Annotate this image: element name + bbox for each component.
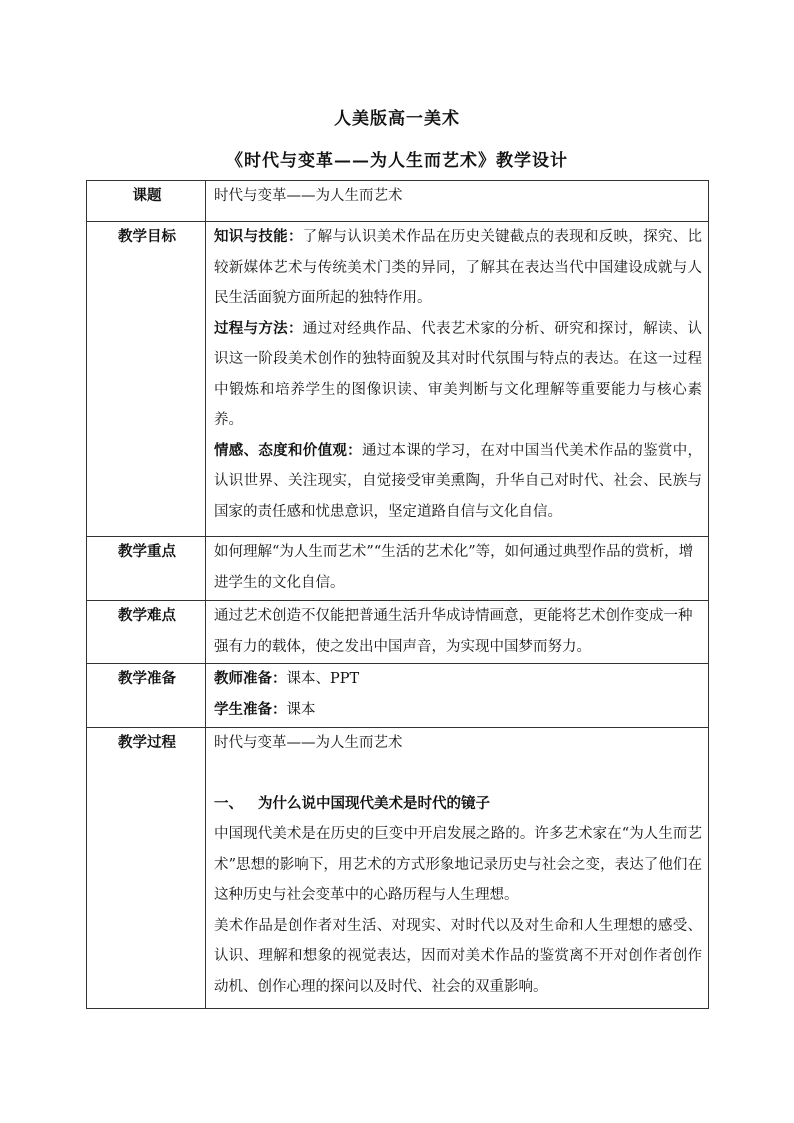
emotion-goal: [214, 436, 702, 528]
goals-label: 教学目标: [87, 222, 206, 537]
knowledge-goal: [214, 222, 702, 314]
table-row-goals: [87, 222, 709, 537]
process-topic: 时代与变革——为人生而艺术: [214, 735, 403, 751]
emotion-goal-text: 通过本课的学习，在对中国当代美术作品的鉴赏中，认识世界、关注现实，自觉接受审美熏陶，升华自己对时代、社会、民族与国家的责任感和忧患意识，坚定道路自信与文化自信。: [214, 442, 702, 520]
table-row-key-points: [87, 537, 709, 601]
process-paragraph-2: 美术作品是创作者对生活、对现实、对时代以及对生命和人生理想的感受、认识、理解和想象的视觉表达，因而对美术作品的鉴赏离不开对创作者创作动机、创作心理的探问以及时代、社会的双重影响。: [214, 917, 702, 995]
topic-value: 时代与变革——为人生而艺术: [206, 181, 709, 222]
process-paragraph-1: 中国现代美术是在历史的巨变中开启发展之路的。许多艺术家在“为人生而艺术”思想的影响下，用艺术的方式形象地记录历史与社会之变，表达了他们在这种历史与社会变革中的心路历程与人生理想。: [214, 826, 702, 903]
preparation-content: [206, 664, 709, 728]
knowledge-goal-text: 了解与认识美术作品在历史关键截点的表现和反映，探究、比较新媒体艺术与传统美术门类的异同，了解其在表达当代中国建设成就与人民生活面貌方面所起的独特作用。: [214, 229, 702, 306]
process-goal-text: 通过对经典作品、代表艺术家的分析、研究和探讨，解读、认识这一阶段美术创作的独特面貌及其对时代氛围与特点的表达。在这一过程中锻炼和培养学生的图像识读、审美判断与文化理解等重要能力与核心素养。: [214, 320, 702, 428]
process-goal-title: 过程与方法：: [214, 319, 303, 337]
student-preparation: [214, 695, 702, 726]
blank-line: [214, 759, 702, 789]
table-row-preparation: [87, 664, 709, 728]
difficulties-text: 通过艺术创造不仅能把普通生活升华成诗情画意，更能将艺术创作变成一种强有力的载体，使之发出中国声音，为实现中国梦而努力。: [206, 601, 709, 664]
preparation-label: 教学准备: [87, 664, 206, 728]
key-points-text: 如何理解“为人生而艺术”“生活的艺术化”等，如何通过典型作品的赏析，增进学生的文化自信。: [206, 537, 709, 601]
teacher-preparation: [214, 664, 702, 695]
emotion-goal-title: 情感、态度和价值观：: [214, 441, 362, 459]
goals-content: [206, 222, 709, 537]
table-row-topic: [87, 181, 709, 222]
section-number: 一、: [214, 794, 243, 812]
process-label: 教学过程: [87, 728, 206, 1009]
student-preparation-title: 学生准备：: [214, 700, 287, 718]
student-preparation-text: 课本: [286, 701, 316, 718]
teacher-preparation-title: 教师准备：: [214, 670, 287, 687]
difficulties-label: 教学难点: [87, 601, 206, 664]
table-row-difficulties: [87, 601, 709, 664]
table-row-process: [87, 728, 709, 1009]
document-title: 人美版高一美术: [334, 109, 460, 129]
process-content: [206, 728, 709, 1009]
knowledge-goal-title: 知识与技能：: [214, 228, 303, 245]
section-heading: [214, 789, 702, 820]
key-points-label: 教学重点: [87, 537, 206, 601]
document-subtitle: 《时代与变革——为人生而艺术》教学设计: [226, 151, 568, 171]
lesson-plan-table: [86, 180, 709, 1009]
topic-label: 课题: [87, 181, 206, 222]
section-title: 为什么说中国现代美术是时代的镜子: [258, 794, 490, 812]
process-goal: [214, 314, 702, 436]
teacher-preparation-text: 课本、PPT: [286, 671, 360, 687]
